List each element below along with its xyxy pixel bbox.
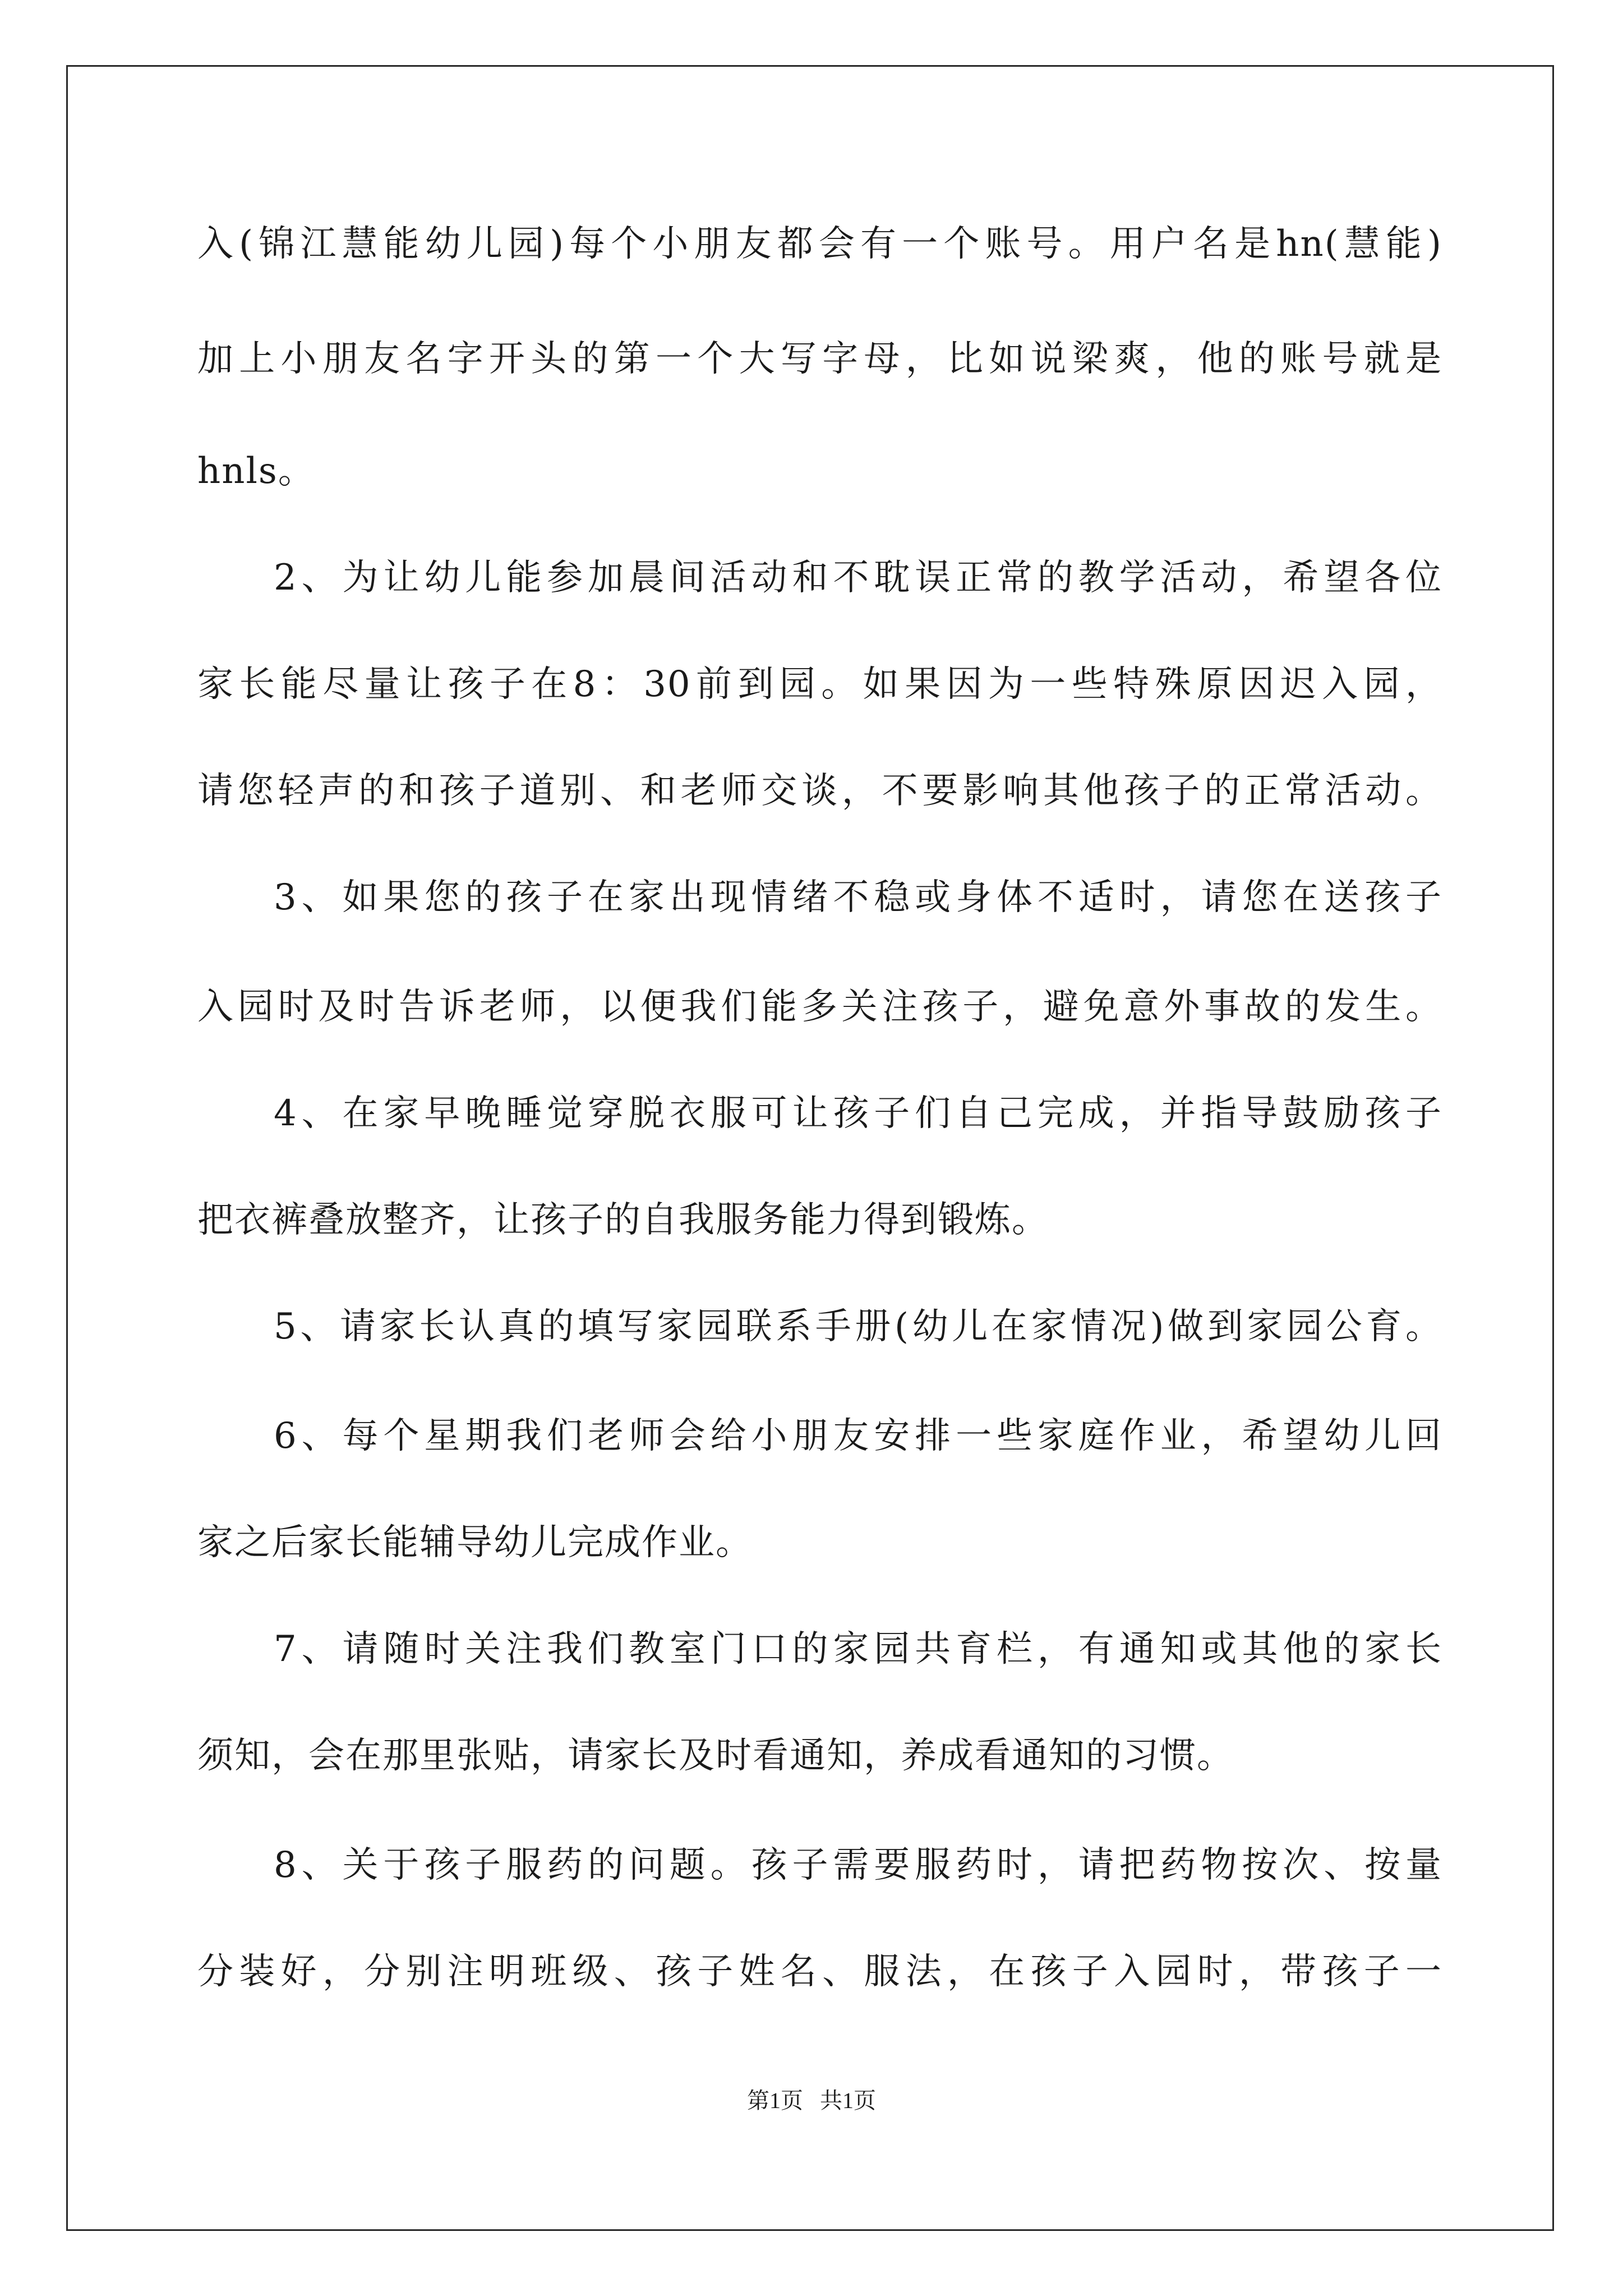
text-line: 入(锦江慧能幼儿园)每个小朋友都会有一个账号。用户名是hn(慧能): [197, 223, 1442, 265]
text-line: 家长能尽量让孩子在8：30前到园。如果因为一些特殊原因迟入园，: [197, 664, 1442, 705]
text-line: 6、每个星期我们老师会给小朋友安排一些家庭作业，希望幼儿回: [274, 1415, 1442, 1457]
text-line: 7、请随时关注我们教室门口的家园共育栏，有通知或其他的家长: [274, 1628, 1442, 1670]
text-line: 须知，会在那里张贴，请家长及时看通知，养成看通知的习惯。: [197, 1735, 1234, 1777]
text-line: 3、如果您的孩子在家出现情绪不稳或身体不适时，请您在送孩子: [274, 877, 1442, 918]
text-line: 入园时及时告诉老师，以便我们能多关注孩子，避免意外事故的发生。: [197, 986, 1442, 1028]
page-number-footer: 第1页 共1页: [747, 2088, 876, 2113]
text-line: 请您轻声的和孩子道别、和老师交谈，不要影响其他孩子的正常活动。: [197, 770, 1442, 812]
text-line: 家之后家长能辅导幼儿完成作业。: [197, 1522, 753, 1563]
text-line: 2、为让幼儿能参加晨间活动和不耽误正常的教学活动，希望各位: [274, 557, 1442, 599]
page-border: [66, 65, 1554, 2231]
text-line: 加上小朋友名字开头的第一个大写字母，比如说梁爽，他的账号就是: [197, 338, 1442, 380]
text-line: 8、关于孩子服药的问题。孩子需要服药时，请把药物按次、按量: [274, 1844, 1442, 1886]
text-line: 4、在家早晚睡觉穿脱衣服可让孩子们自己完成，并指导鼓励孩子: [274, 1093, 1442, 1134]
text-line: hnls。: [197, 450, 315, 492]
text-line: 分装好，分别注明班级、孩子姓名、服法，在孩子入园时，带孩子一: [197, 1951, 1442, 1993]
text-line: 5、请家长认真的填写家园联系手册(幼儿在家情况)做到家园公育。: [274, 1306, 1442, 1347]
text-line: 把衣裤叠放整齐，让孩子的自我服务能力得到锻炼。: [197, 1199, 1049, 1241]
